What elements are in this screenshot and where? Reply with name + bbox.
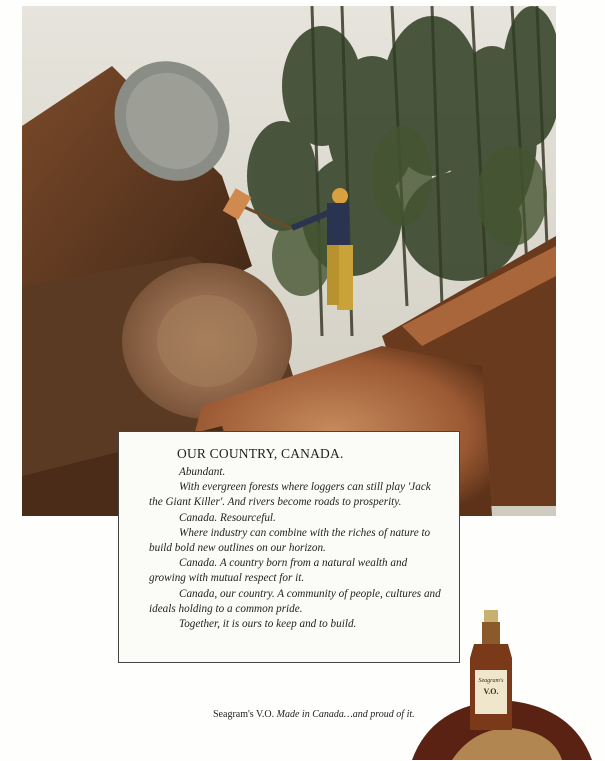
- copy-paragraph: Together, it is ours to keep and to build.: [179, 618, 357, 631]
- footer-tagline: Made in Canada…and proud of it.: [276, 709, 415, 720]
- bottle-label-brand: Seagram's: [478, 678, 504, 684]
- copy-paragraph: Where industry can combine with the riches of nature to build bold new outlines on our horizon.: [149, 526, 431, 555]
- copy-paragraph: Canada. Resourceful.: [179, 511, 276, 524]
- copy-paragraph: Canada, our country. A community of people, cultures and ideals holding to a common pride.: [149, 587, 441, 615]
- bottle-label-product: V.O.: [483, 687, 499, 696]
- copy-paragraph: Abundant.: [179, 466, 226, 478]
- copy-text-box: [118, 431, 460, 663]
- footer-brand: Seagram's V.O.: [213, 709, 275, 720]
- copy-paragraph: Canada. A country born from a natural wealth and growing with mutual respect for it.: [149, 557, 408, 585]
- footer-line: [213, 709, 415, 720]
- copy-paragraph: With evergreen forests where loggers can still play 'Jack the Giant Killer'. And rivers become roads to prosperity.: [149, 481, 431, 509]
- whisky-bottle-image: [412, 610, 592, 760]
- ad-heading: OUR COUNTRY, CANADA.: [177, 446, 344, 461]
